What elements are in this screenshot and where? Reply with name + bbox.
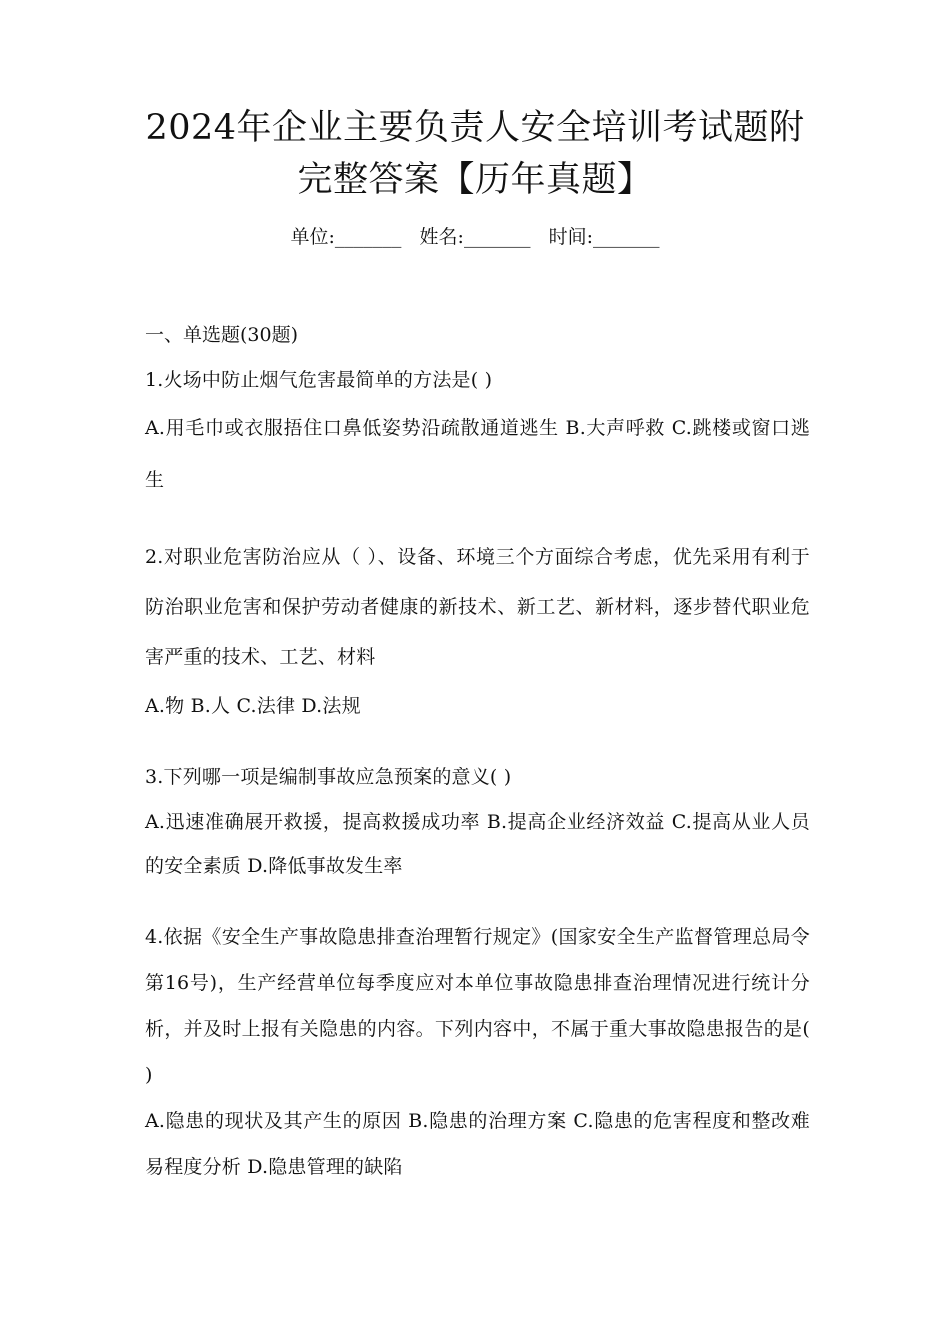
- document-title-line-1: 2024年企业主要负责人安全培训考试题附: [145, 108, 805, 148]
- document-body: [145, 318, 810, 1216]
- question-item: [145, 756, 810, 888]
- question-stem: 2.对职业危害防治应从（ ）、设备、环境三个方面综合考虑，优先采用有利于防治职业危害和保护劳动者健康的新技术、新工艺、新材料，逐步替代职业危害严重的技术、工艺、材料: [145, 546, 810, 668]
- time-field: 时间:_______: [548, 226, 660, 248]
- question-item: [145, 532, 810, 730]
- question-options: A.用毛巾或衣服捂住口鼻低姿势沿疏散通道逃生 B.大声呼救 C.跳楼或窗口逃生: [145, 417, 810, 491]
- question-options: A.迅速准确展开救援，提高救援成功率 B.提高企业经济效益 C.提高从业人员的安全素质 D.降低事故发生率: [145, 811, 810, 877]
- question-options: A.隐患的现状及其产生的原因 B.隐患的治理方案 C.隐患的危害程度和整改难易程度分析 D.隐患管理的缺陷: [145, 1110, 810, 1178]
- question-stem: 4.依据《安全生产事故隐患排查治理暂行规定》(国家安全生产监督管理总局令第16号)，生产经营单位每季度应对本单位事故隐患排查治理情况进行统计分析，并及时上报有关隐患的内容。下列内容中，不属于重大事故隐患报告的是( ): [145, 926, 810, 1086]
- document-meta-line: [100, 223, 850, 251]
- question-stem: 1.火场中防止烟气危害最简单的方法是( ): [145, 369, 493, 391]
- unit-field: 单位:_______: [290, 226, 402, 248]
- question-item: [145, 914, 810, 1190]
- name-field: 姓名:_______: [419, 226, 531, 248]
- document-title-line-2: 完整答案【历年真题】: [297, 160, 653, 200]
- section-title: 一、单选题(30题): [145, 324, 299, 346]
- question-stem: 3.下列哪一项是编制事故应急预案的意义( ): [145, 766, 512, 788]
- question-item: [145, 362, 810, 506]
- question-options: A.物 B.人 C.法律 D.法规: [145, 695, 361, 717]
